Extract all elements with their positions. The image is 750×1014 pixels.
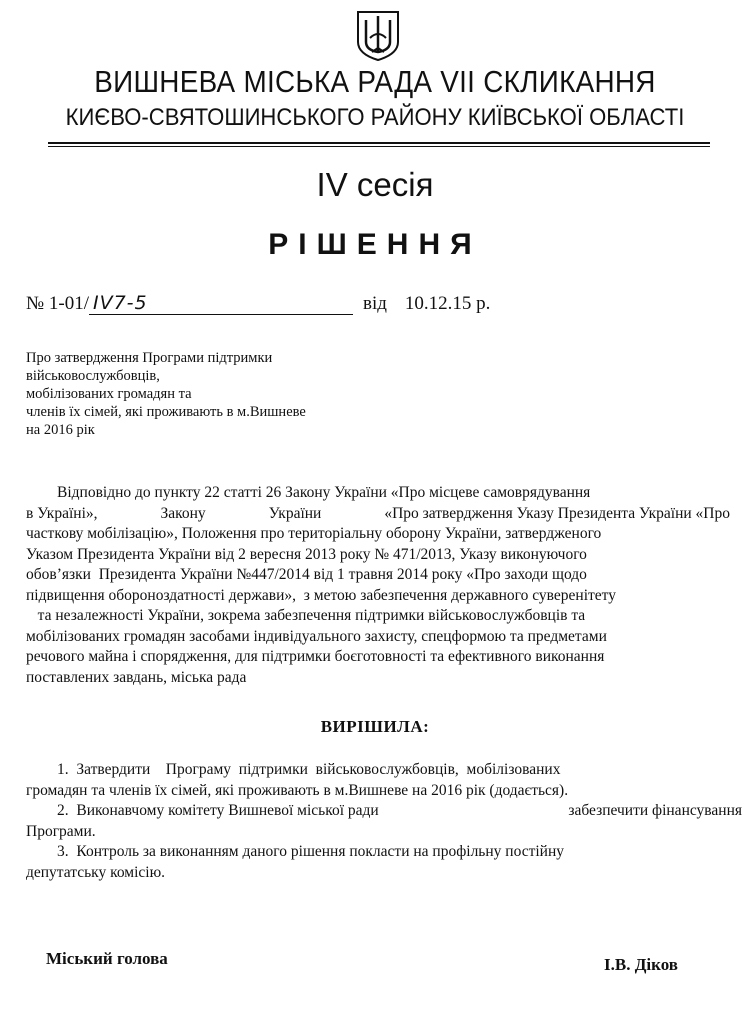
subject-line: мобілізованих громадян та	[26, 386, 192, 402]
header-divider-thick	[48, 142, 710, 144]
item-line: Програми.	[26, 822, 96, 840]
subject-line: на 2016 рік	[26, 422, 95, 438]
item-line: 3. Контроль за виконанням даного рішення покласти на профільну постійну	[26, 843, 565, 860]
decision-date: 10.12.15 р.	[404, 293, 491, 314]
item-line: громадян та членів їх сімей, які проживають в м.Вишневе на 2016 рік (додається).	[26, 781, 569, 799]
preamble-fragment: «Про затвердження Указу Президента України «Про	[384, 504, 730, 522]
preamble-fragment: в Україні»,	[26, 504, 98, 522]
item-fragment: забезпечити фінансування	[568, 802, 742, 819]
decision-heading: РІШЕННЯ	[268, 228, 482, 261]
subject-line: військовослужбовців,	[26, 368, 160, 384]
subject-line: членів їх сімей, які проживають в м.Вишневе	[26, 404, 306, 420]
preamble-line: мобілізованих громадян засобами індивідуального захисту, спецформою та предметами	[26, 627, 607, 645]
item-fragment: 2. Виконавчому комітету Вишневої міської ради	[26, 802, 379, 819]
signature-title: Міський голова	[46, 949, 168, 968]
decision-items	[26, 760, 742, 883]
item-line: депутатську комісію.	[26, 863, 166, 881]
preamble-line: та незалежності України, зокрема забезпечення підтримки військовослужбовців та	[26, 607, 586, 624]
preamble-line: речового майна і спорядження, для підтримки боєготовності та ефективного виконання	[26, 648, 605, 665]
preamble-line	[26, 504, 730, 525]
preamble-line: Указом Президента України від 2 вересня 2013 року № 471/2013, Указу виконуючого	[26, 545, 587, 563]
council-title: ВИШНЕВА МІСЬКА РАДА VII СКЛИКАННЯ	[94, 64, 656, 99]
item-line: 1. Затвердити Програму підтримки військовослужбовців, мобілізованих	[26, 761, 561, 778]
preamble-line: Відповідно до пункту 22 статті 26 Закону України «Про місцеве самоврядування	[26, 484, 591, 501]
subject-line: Про затвердження Програми підтримки	[26, 350, 273, 366]
decision-number-prefix: № 1-01/	[26, 293, 89, 314]
trident-emblem-icon	[354, 8, 402, 62]
preamble-fragment: України	[268, 504, 322, 522]
decision-subject	[26, 349, 406, 439]
signature-name: І.В. Діков	[604, 955, 678, 974]
decided-heading: ВИРІШИЛА:	[320, 717, 430, 736]
decision-number-line	[26, 292, 490, 315]
preamble-line: обов’язки Президента України №447/2014 від 1 травня 2014 року «Про заходи щодо	[26, 566, 587, 583]
item-line	[26, 801, 742, 822]
header-divider-thin	[48, 146, 710, 147]
preamble-line: поставлених завдань, міська рада	[26, 668, 247, 686]
preamble-line: часткову мобілізацію», Положення про територіальну оборону України, затвердженого	[26, 525, 602, 542]
decision-number-handwritten: IV7-5	[89, 292, 353, 315]
preamble-fragment: Закону	[160, 504, 206, 522]
session-title: IV сесія	[316, 166, 434, 203]
council-district-subtitle: КИЄВО-СВЯТОШИНСЬКОГО РАЙОНУ КИЇВСЬКОЇ ОБЛАСТІ	[65, 104, 685, 131]
preamble-paragraph	[26, 483, 730, 688]
decision-date-label: від	[362, 293, 387, 314]
preamble-line: підвищення обороноздатності держави», з метою забезпечення державного суверенітету	[26, 586, 616, 604]
